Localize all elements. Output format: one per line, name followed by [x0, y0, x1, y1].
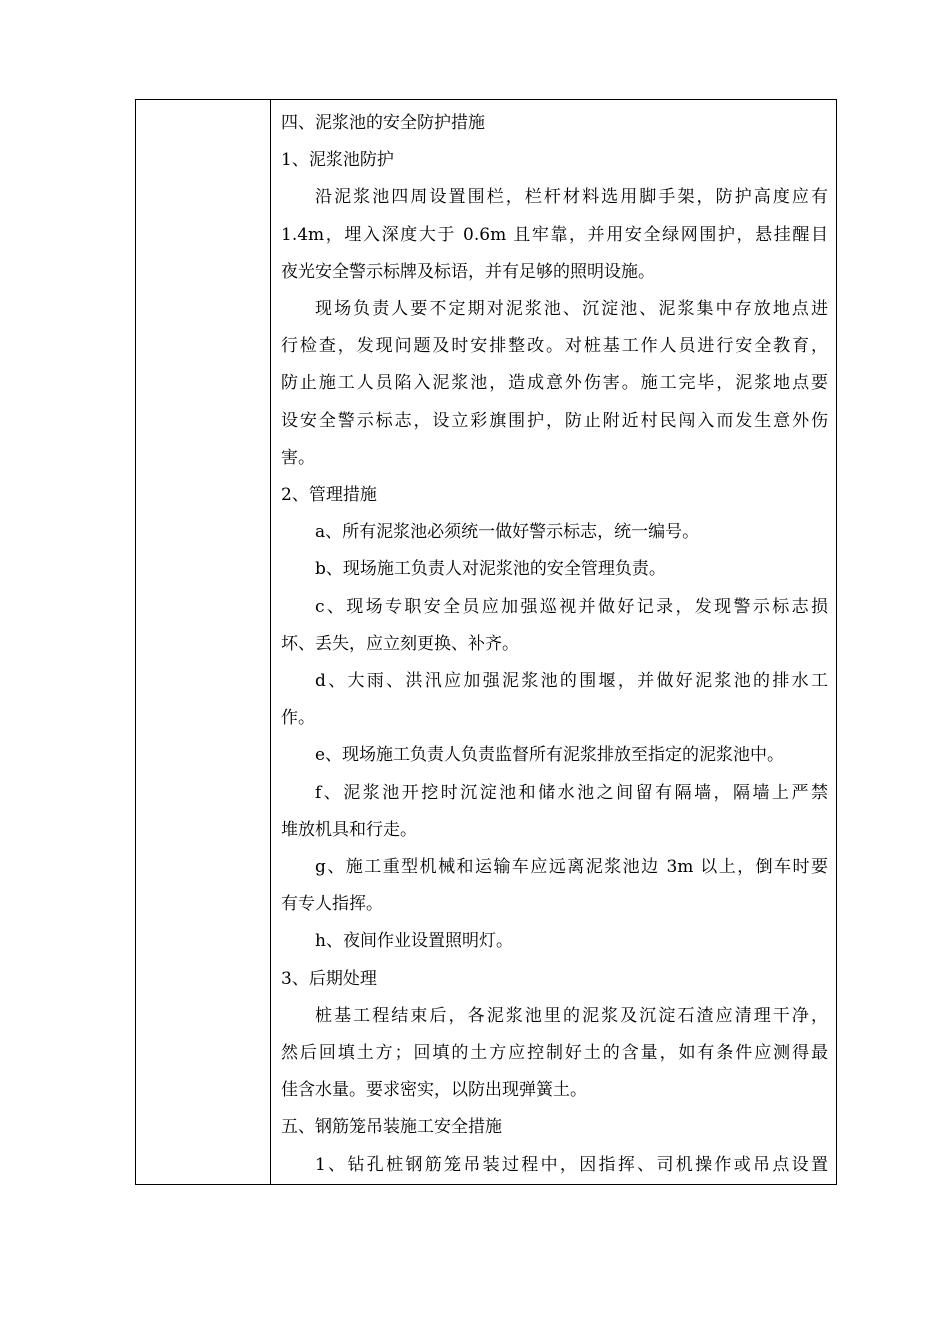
paragraph-line: 害。 [281, 447, 315, 468]
list-item-continuation: 堆放机具和行走。 [281, 819, 417, 840]
paragraph-line: 桩基工程结束后，各泥浆池里的泥浆及沉淀石渣应清理干净， [315, 1005, 828, 1026]
subsection-1-heading: 1、泥浆池防护 [281, 150, 394, 171]
paragraph-line: 然后回填土方；回填的土方应控制好土的含量，如有条件应测得最 [281, 1043, 828, 1064]
paragraph-line: 防止施工人员陷入泥浆池，造成意外伤害。施工完毕，泥浆地点要 [281, 373, 828, 394]
list-item: h、夜间作业设置照明灯。 [315, 931, 513, 952]
list-item: f、泥浆池开挖时沉淀池和储水池之间留有隔墙，隔墙上严禁 [315, 782, 828, 803]
subsection-3-heading: 3、后期处理 [281, 968, 377, 989]
section-4-heading: 四、泥浆池的安全防护措施 [281, 113, 485, 133]
paragraph-line: 现场负责人要不定期对泥浆池、沉淀池、泥浆集中存放地点进 [315, 299, 828, 320]
paragraph-line: 1、钻孔桩钢筋笼吊装过程中，因指挥、司机操作或吊点设置 [315, 1154, 828, 1175]
table-left-column [136, 100, 271, 1184]
list-item-continuation: 坏、丢失，应立刻更换、补齐。 [281, 633, 519, 654]
list-item-continuation: 作。 [281, 708, 315, 729]
paragraph-line: 夜光安全警示标牌及标语，并有足够的照明设施。 [281, 261, 655, 282]
subsection-2-heading: 2、管理措施 [281, 485, 377, 506]
list-item: c、现场专职安全员应加强巡视并做好记录，发现警示标志损 [315, 596, 828, 617]
paragraph-line: 设安全警示标志，设立彩旗围护，防止附近村民闯入而发生意外伤 [281, 410, 828, 431]
list-item: e、现场施工负责人负责监督所有泥浆排放至指定的泥浆池中。 [315, 745, 785, 766]
paragraph-line: 行检查，发现问题及时安排整改。对桩基工作人员进行安全教育， [281, 336, 828, 357]
paragraph-line: 沿泥浆池四周设置围栏，栏杆材料选用脚手架，防护高度应有 [315, 187, 828, 208]
paragraph-line: 1.4m，埋入深度大于 0.6m 且牢靠，并用安全绿网围护，悬挂醒目 [281, 224, 828, 245]
document-table [135, 99, 837, 1185]
list-item: b、现场施工负责人对泥浆池的安全管理负责。 [315, 559, 666, 580]
paragraph-line: 佳含水量。要求密实，以防出现弹簧土。 [281, 1080, 587, 1101]
section-5-heading: 五、钢筋笼吊装施工安全措施 [281, 1117, 502, 1138]
list-item-continuation: 有专人指挥。 [281, 894, 383, 915]
list-item: g、施工重型机械和运输车应远离泥浆池边 3m 以上，倒车时要 [315, 857, 828, 878]
list-item: d、大雨、洪汛应加强泥浆池的围堰，并做好泥浆池的排水工 [315, 671, 828, 692]
list-item: a、所有泥浆池必须统一做好警示标志，统一编号。 [315, 522, 700, 543]
table-content-cell [271, 100, 836, 1184]
